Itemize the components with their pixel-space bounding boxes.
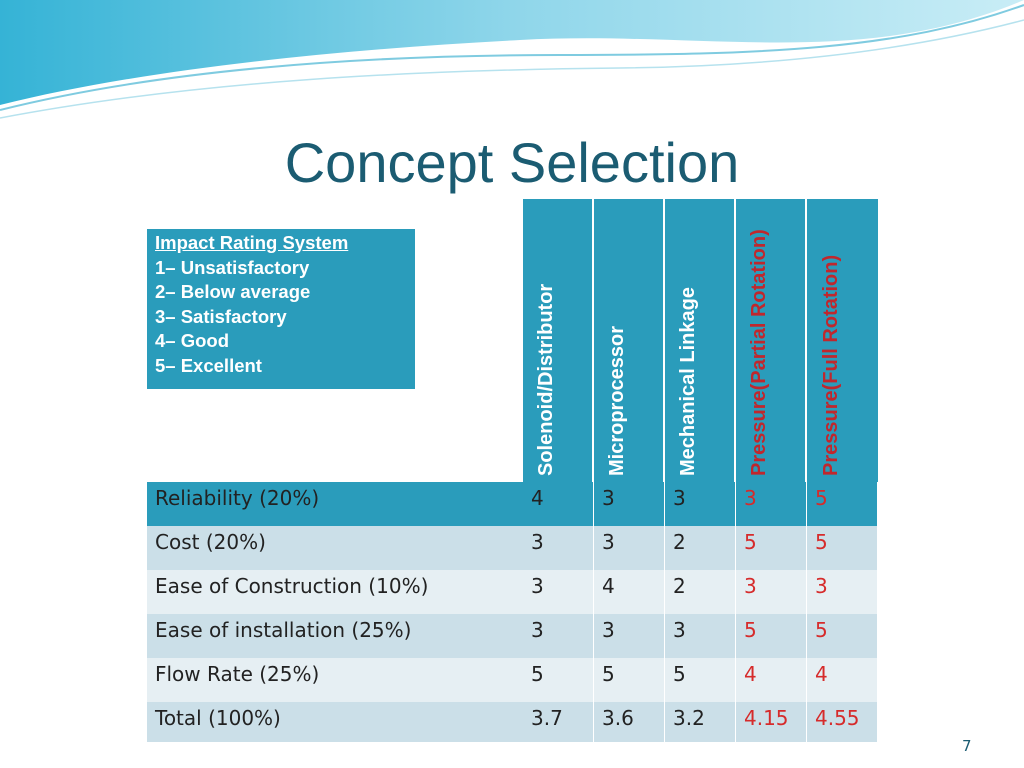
table-cell: 3.2 — [665, 702, 736, 742]
table-cell: 4 — [523, 482, 594, 526]
table-row-label: Ease of installation (25%) — [147, 614, 523, 658]
table-cell: 5 — [665, 658, 736, 702]
column-header — [736, 199, 807, 482]
table-row-label: Flow Rate (25%) — [147, 658, 523, 702]
table-cell: 4 — [594, 570, 665, 614]
table-cell: 4.15 — [736, 702, 807, 742]
table-cell: 3 — [523, 570, 594, 614]
legend-item: 4– Good — [155, 330, 230, 352]
table-cell: 5 — [807, 526, 878, 570]
table-cell: 3 — [594, 614, 665, 658]
table-cell: 3 — [523, 526, 594, 570]
table-cell: 5 — [523, 658, 594, 702]
column-header — [594, 199, 665, 482]
impact-rating-legend — [147, 229, 415, 389]
table-cell: 3 — [594, 526, 665, 570]
table-row-label: Cost (20%) — [147, 526, 523, 570]
legend-item: 1– Unsatisfactory — [155, 256, 310, 278]
table-cell: 5 — [807, 482, 878, 526]
column-header-label: Pressure(Full Rotation) — [819, 254, 842, 476]
column-header-label: Mechanical Linkage — [676, 287, 699, 476]
table-cell: 4 — [807, 658, 878, 702]
column-header-label: Pressure(Partial Rotation) — [747, 229, 770, 476]
table-cell: 3.7 — [523, 702, 594, 742]
table-cell: 4.55 — [807, 702, 878, 742]
table-cell: 3 — [594, 482, 665, 526]
table-cell: 3 — [665, 482, 736, 526]
slide-title: Concept Selection — [284, 131, 740, 194]
table-cell: 5 — [594, 658, 665, 702]
column-header — [665, 199, 736, 482]
column-header — [807, 199, 878, 482]
table-cell: 3 — [523, 614, 594, 658]
table-cell: 5 — [736, 526, 807, 570]
table-cell: 3.6 — [594, 702, 665, 742]
table-cell: 5 — [736, 614, 807, 658]
table-cell: 4 — [736, 658, 807, 702]
table-cell: 3 — [807, 570, 878, 614]
table-row-label: Ease of Construction (10%) — [147, 570, 523, 614]
column-header — [523, 199, 594, 482]
legend-item: 3– Satisfactory — [155, 305, 287, 327]
wave-decoration — [0, 0, 1024, 125]
table-cell: 2 — [665, 526, 736, 570]
legend-title: Impact Rating System — [155, 232, 349, 253]
column-header-label: Microprocessor — [605, 325, 628, 476]
legend-item: 2– Below average — [155, 281, 311, 303]
table-row-label: Reliability (20%) — [147, 482, 523, 526]
table-cell: 3 — [736, 570, 807, 614]
column-header-label: Solenoid/Distributor — [534, 283, 557, 476]
table-cell: 2 — [665, 570, 736, 614]
page-number: 7 — [962, 737, 972, 755]
table-row-label: Total (100%) — [147, 702, 523, 742]
legend-item: 5– Excellent — [155, 354, 262, 376]
table-cell: 3 — [736, 482, 807, 526]
table-cell: 3 — [665, 614, 736, 658]
table-cell: 5 — [807, 614, 878, 658]
